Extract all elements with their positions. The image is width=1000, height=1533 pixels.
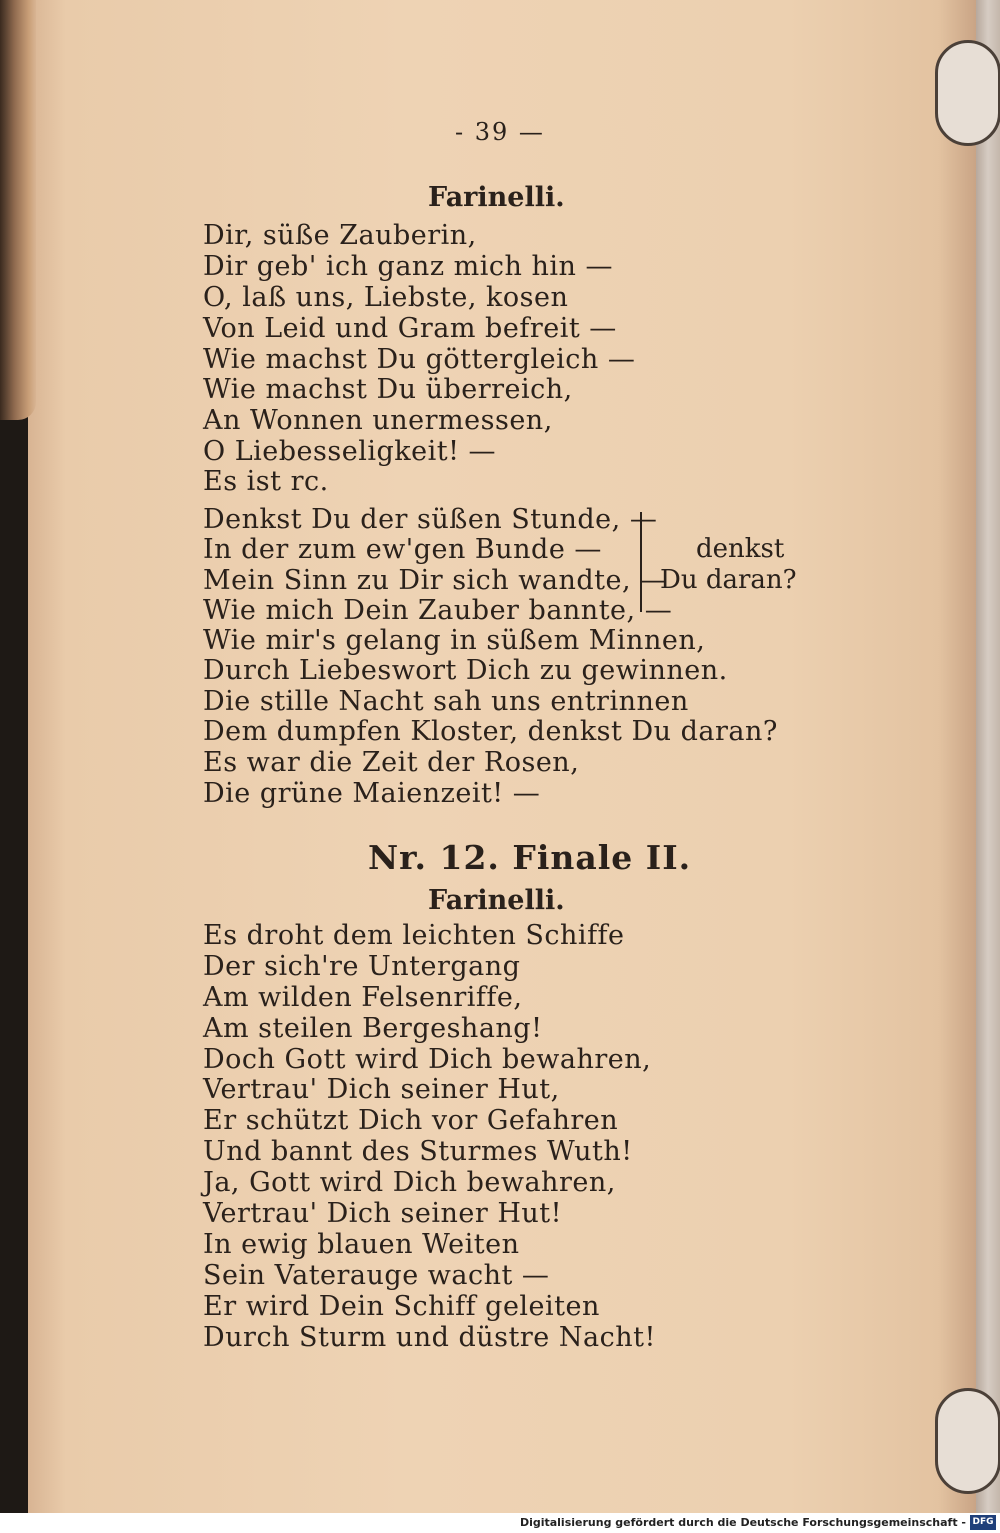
speaker-name: Farinelli. bbox=[428, 885, 565, 916]
section-heading: Nr. 12. Finale II. bbox=[368, 838, 692, 877]
verse-line: Dir, süße Zauberin, bbox=[203, 220, 477, 251]
verse-line: Am steilen Bergeshang! bbox=[203, 1013, 543, 1044]
funding-credit: Digitalisierung gefördert durch die Deutsche Forschungsgemeinschaft - bbox=[519, 1516, 966, 1529]
verse-line: In ewig blauen Weiten bbox=[203, 1229, 520, 1260]
verse-line: Es war die Zeit der Rosen, bbox=[203, 747, 580, 778]
verse-line: Wie machst Du göttergleich — bbox=[203, 344, 636, 375]
verse-line: Denkst Du der süßen Stunde, — bbox=[203, 504, 658, 535]
page-clip-icon bbox=[935, 40, 1000, 146]
verse-line: O Liebesseligkeit! — bbox=[203, 436, 497, 467]
brace-bracket bbox=[630, 512, 642, 612]
verse-line: Wie machst Du überreich, bbox=[203, 374, 573, 405]
page-number: - 39 — bbox=[455, 118, 545, 146]
verse-line: Ja, Gott wird Dich bewahren, bbox=[203, 1167, 616, 1198]
verse-line: An Wonnen unermessen, bbox=[203, 405, 553, 436]
brace-side-text: Du daran? bbox=[660, 565, 797, 595]
verse-line: Und bannt des Sturmes Wuth! bbox=[203, 1136, 633, 1167]
verse-line: O, laß uns, Liebste, kosen bbox=[203, 282, 569, 313]
verse-line: Dir geb' ich ganz mich hin — bbox=[203, 251, 613, 282]
verse-line: Am wilden Felsenriffe, bbox=[203, 982, 523, 1013]
dfg-logo-icon: DFG bbox=[970, 1515, 996, 1530]
verse-line: Mein Sinn zu Dir sich wandte, — bbox=[203, 565, 668, 596]
verse-line: Dem dumpfen Kloster, denkst Du daran? bbox=[203, 716, 778, 747]
verse-line: Von Leid und Gram befreit — bbox=[203, 313, 617, 344]
verse-line: Vertrau' Dich seiner Hut, bbox=[203, 1074, 560, 1105]
speaker-name: Farinelli. bbox=[428, 182, 565, 213]
verse-line: Er wird Dein Schiff geleiten bbox=[203, 1291, 600, 1322]
verse-line: Durch Liebeswort Dich zu gewinnen. bbox=[203, 655, 728, 686]
verse-line: Es droht dem leichten Schiffe bbox=[203, 920, 625, 951]
verse-line: Die grüne Maienzeit! — bbox=[203, 778, 541, 809]
brace-side-text: denkst bbox=[696, 534, 785, 564]
verse-line: Er schützt Dich vor Gefahren bbox=[203, 1105, 619, 1136]
verse-line: Sein Vaterauge wacht — bbox=[203, 1260, 550, 1291]
page-holder-strip bbox=[976, 0, 1000, 1513]
previous-page-edge bbox=[0, 0, 36, 420]
verse-line: Vertrau' Dich seiner Hut! bbox=[203, 1198, 562, 1229]
verse-line: In der zum ew'gen Bunde — bbox=[203, 534, 602, 565]
verse-line: Wie mich Dein Zauber bannte, — bbox=[203, 595, 673, 626]
page-clip-icon bbox=[935, 1388, 1000, 1494]
verse-line: Der sich're Untergang bbox=[203, 951, 521, 982]
verse-line: Wie mir's gelang in süßem Minnen, bbox=[203, 625, 706, 656]
verse-line: Die stille Nacht sah uns entrinnen bbox=[203, 686, 689, 717]
verse-line: Durch Sturm und düstre Nacht! bbox=[203, 1322, 656, 1353]
verse-line: Doch Gott wird Dich bewahren, bbox=[203, 1044, 652, 1075]
verse-line: Es ist rc. bbox=[203, 466, 329, 497]
